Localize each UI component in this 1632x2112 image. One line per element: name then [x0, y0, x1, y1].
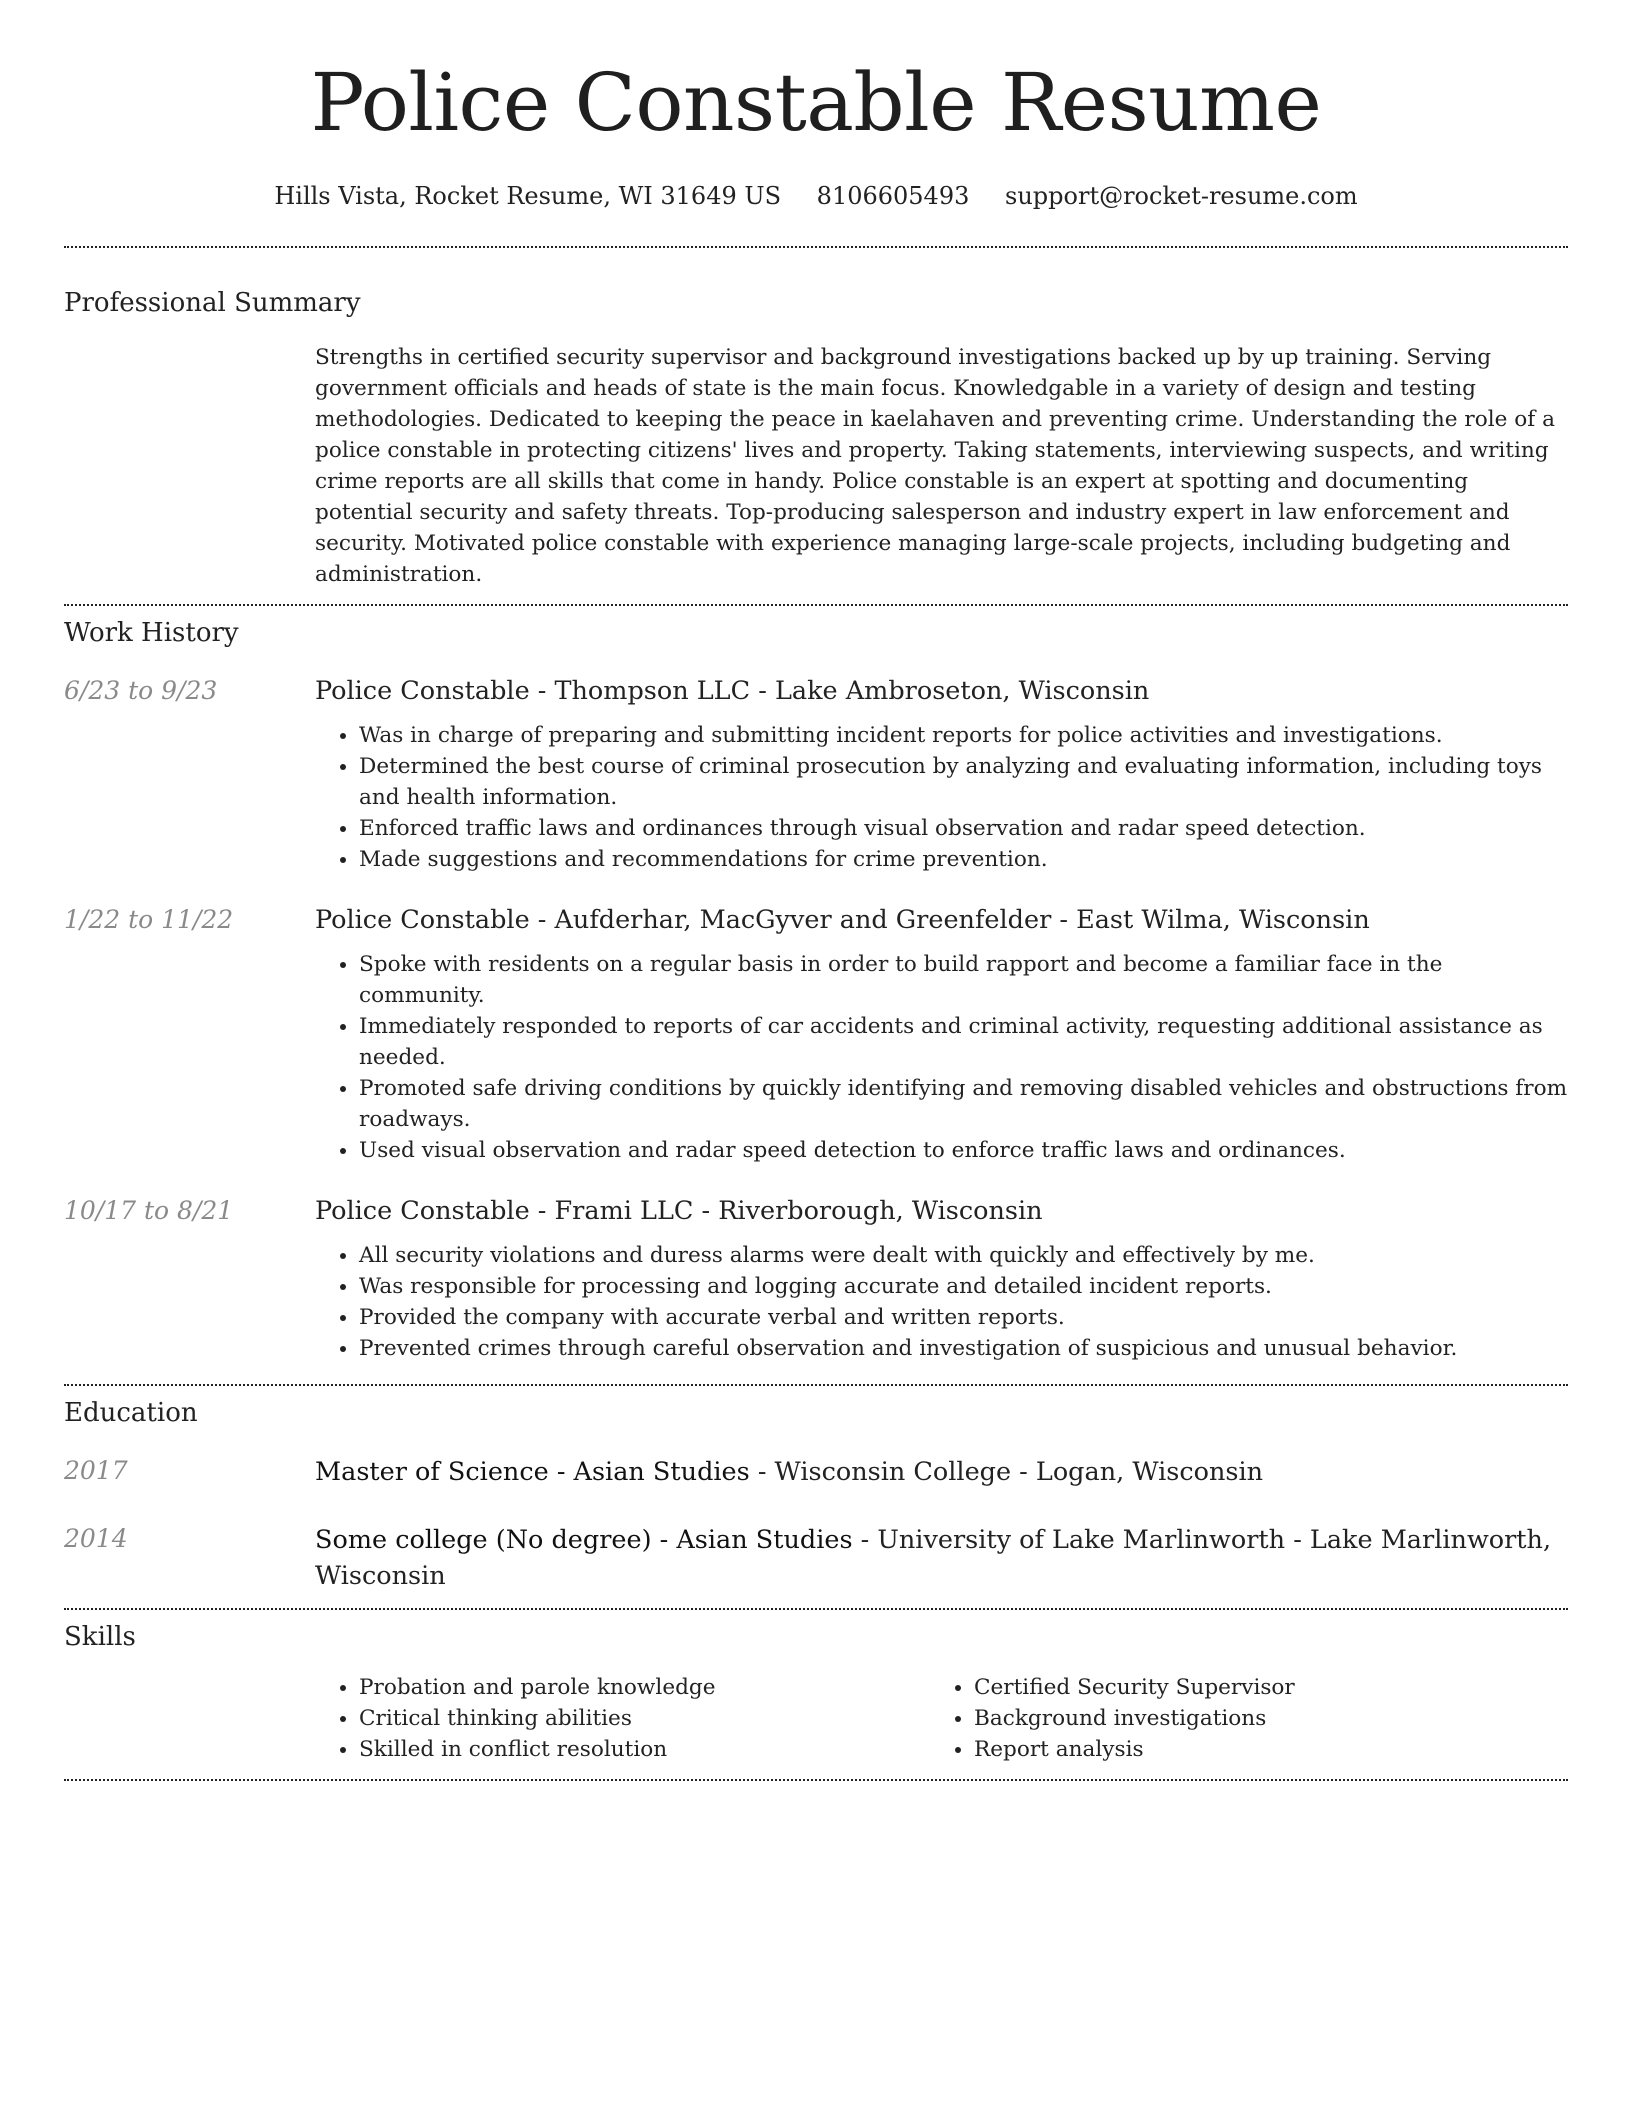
- education-degree: Master of Science - Asian Studies: [315, 1457, 750, 1487]
- job-title: Police Constable - Frami LLC - Riverborough, Wisconsin: [315, 1196, 1043, 1226]
- divider: [64, 246, 1568, 248]
- education-year: 2017: [64, 1456, 128, 1485]
- education-entry: [64, 1522, 1568, 1594]
- education-title: [315, 1522, 1568, 1594]
- list-item: • Skilled in conflict resolution: [359, 1734, 930, 1765]
- job-bullets: [315, 1240, 1568, 1364]
- education-title: [315, 1454, 1568, 1490]
- section-heading-education: Education: [64, 1398, 198, 1428]
- education-year: 2014: [64, 1524, 128, 1553]
- job-entry: [64, 1194, 1568, 1364]
- section-heading-work: Work History: [64, 618, 239, 648]
- list-item: • Determined the best course of criminal prosecution by analyzing and evaluating information, including toys and health information.: [359, 751, 1568, 813]
- contact-line: [64, 180, 1568, 212]
- job-entry: [64, 903, 1568, 1166]
- job-title: Police Constable - Thompson LLC - Lake Ambroseton, Wisconsin: [315, 676, 1150, 706]
- list-item: • Made suggestions and recommendations for crime prevention.: [359, 844, 1568, 875]
- job-title: Police Constable - Aufderhar, MacGyver and Greenfelder - East Wilma, Wisconsin: [315, 905, 1370, 935]
- list-item: • Enforced traffic laws and ordinances through visual observation and radar speed detection.: [359, 813, 1568, 844]
- list-item: • Promoted safe driving conditions by quickly identifying and removing disabled vehicles and obstructions from roadways.: [359, 1073, 1568, 1135]
- section-heading-summary: Professional Summary: [64, 288, 361, 318]
- list-item: • Spoke with residents on a regular basis in order to build rapport and become a familiar face in the community.: [359, 949, 1568, 1011]
- divider: [64, 1779, 1568, 1781]
- summary-text: Strengths in certified security supervisor and background investigations backed up by up training. Serving government officials and heads of state is the main focus. Knowledgable in a variety of design and testing methodologies. Dedicated to keeping the peace in kaelahaven and preventing crime. Understanding the role of a police constable in protecting citizens' lives and property. Taking statements, interviewing suspects, and writing crime reports are all skills that come in handy. Police constable is an expert at spotting and documenting potential security and safety threats. Top-producing salesperson and industry expert in law enforcement and security. Motivated police constable with experience managing large-scale projects, including budgeting and administration.: [315, 345, 1555, 587]
- email: support@rocket-resume.com: [1005, 182, 1358, 210]
- address: Hills Vista, Rocket Resume, WI 31649 US: [274, 182, 782, 210]
- divider: [64, 604, 1568, 606]
- list-item: • Was in charge of preparing and submitting incident reports for police activities and investigations.: [359, 720, 1568, 751]
- job-bullets: [315, 720, 1568, 875]
- list-item: • Report analysis: [974, 1734, 1545, 1765]
- skills-list: [315, 1672, 1568, 1765]
- resume-title: Police Constable Resume: [310, 56, 1322, 149]
- divider: [64, 1608, 1568, 1610]
- list-item: • Certified Security Supervisor: [974, 1672, 1545, 1703]
- divider: [64, 1384, 1568, 1386]
- list-item: • Provided the company with accurate verbal and written reports.: [359, 1302, 1568, 1333]
- education-entry: [64, 1454, 1568, 1490]
- job-dates: 6/23 to 9/23: [64, 676, 218, 705]
- section-heading-skills: Skills: [64, 1622, 136, 1652]
- list-item: • Prevented crimes through careful observation and investigation of suspicious and unusual behavior.: [359, 1333, 1568, 1364]
- education-degree: Some college (No degree) - Asian Studies: [315, 1525, 853, 1555]
- job-dates: 10/17 to 8/21: [64, 1196, 234, 1225]
- list-item: • Critical thinking abilities: [359, 1703, 930, 1734]
- education-school: - University of Lake Marlinworth - Lake Marlinworth, Wisconsin: [315, 1525, 1552, 1591]
- skills-column-right: [930, 1672, 1545, 1765]
- list-item: • Background investigations: [974, 1703, 1545, 1734]
- list-item: • Probation and parole knowledge: [359, 1672, 930, 1703]
- phone: 8106605493: [816, 182, 970, 210]
- job-entry: [64, 674, 1568, 875]
- list-item: • Used visual observation and radar speed detection to enforce traffic laws and ordinances.: [359, 1135, 1568, 1166]
- list-item: • Immediately responded to reports of car accidents and criminal activity, requesting additional assistance as needed.: [359, 1011, 1568, 1073]
- list-item: • Was responsible for processing and logging accurate and detailed incident reports.: [359, 1271, 1568, 1302]
- skills-column-left: [315, 1672, 930, 1765]
- job-bullets: [315, 949, 1568, 1166]
- job-dates: 1/22 to 11/22: [64, 905, 234, 934]
- list-item: • All security violations and duress alarms were dealt with quickly and effectively by me.: [359, 1240, 1568, 1271]
- education-school: - Wisconsin College - Logan, Wisconsin: [749, 1457, 1264, 1487]
